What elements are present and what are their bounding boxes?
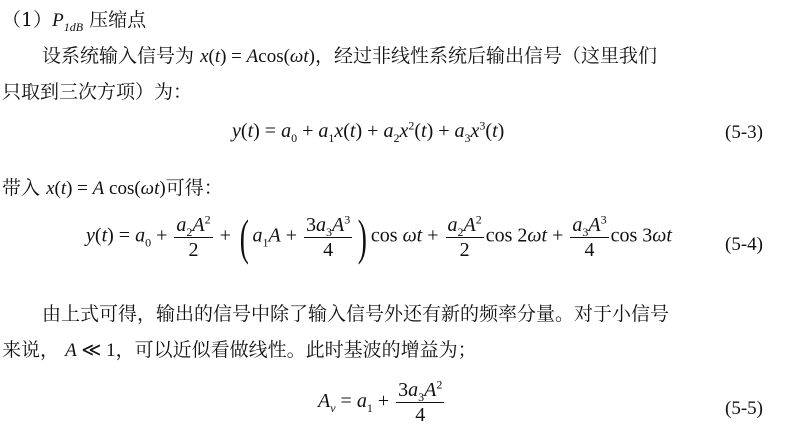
equation-label-5-3: (5-3) (725, 122, 763, 143)
p2-text-a: 带入 (2, 177, 41, 199)
heading-prefix: （1） (2, 9, 53, 31)
p2-text-b: 可得： (165, 177, 223, 199)
paragraph-3-line-1: 由上式可得，输出的信号中除了输入信号外还有新的频率分量。对于小信号 (42, 303, 670, 325)
heading-text: 压缩点 (89, 9, 147, 31)
equation-5-4: $y(t) = a_0$ + $\frac{a_2A^2}{2}$ + ( $a_1A$ + $\frac{3a_3A^3}{4}$ ) cos ωt + $\frac{a_2A^2}{2}$ cos 2ωt + $\frac{a_3A^3}{4}$ cos 3ωt (86, 209, 672, 265)
p1-text-a: 设系统输入信号为 (42, 45, 195, 67)
paragraph-2: 带入 x(t) = A cos(ωt)可得： (2, 177, 223, 199)
equation-label-5-4: (5-4) (725, 234, 763, 255)
equation-5-5: $A_v = a_1$ + $\frac{3a_3A^2}{4}$ (318, 377, 443, 426)
p3-text-a: 来说， (2, 339, 60, 361)
paragraph-3-line-2: 来说， A ≪ 1，可以近似看做线性。此时基波的增益为； (2, 339, 477, 361)
section-heading (2, 8, 146, 33)
heading-symbol: P (52, 10, 64, 31)
input-signal-expression: x (200, 46, 209, 67)
heading-subscript: 1dB (63, 19, 84, 34)
p3-text-b: ，可以近似看做线性。此时基波的增益为； (115, 339, 477, 361)
paragraph-1-line-2: 只取到三次方项）为： (2, 81, 193, 103)
equation-label-5-5: (5-5) (725, 398, 763, 419)
p1-text-b: ，经过非线性系统后输出信号（这里我们 (314, 45, 657, 67)
paragraph-1-line-1: 设系统输入信号为 x(t) = Acos(ωt)，经过非线性系统后输出信号（这里我们 (42, 45, 657, 67)
equation-5-3: $y(t) = a_0 + a_1x(t) + a_2x^2(t) + a_3x^3(t)$ (232, 118, 505, 145)
